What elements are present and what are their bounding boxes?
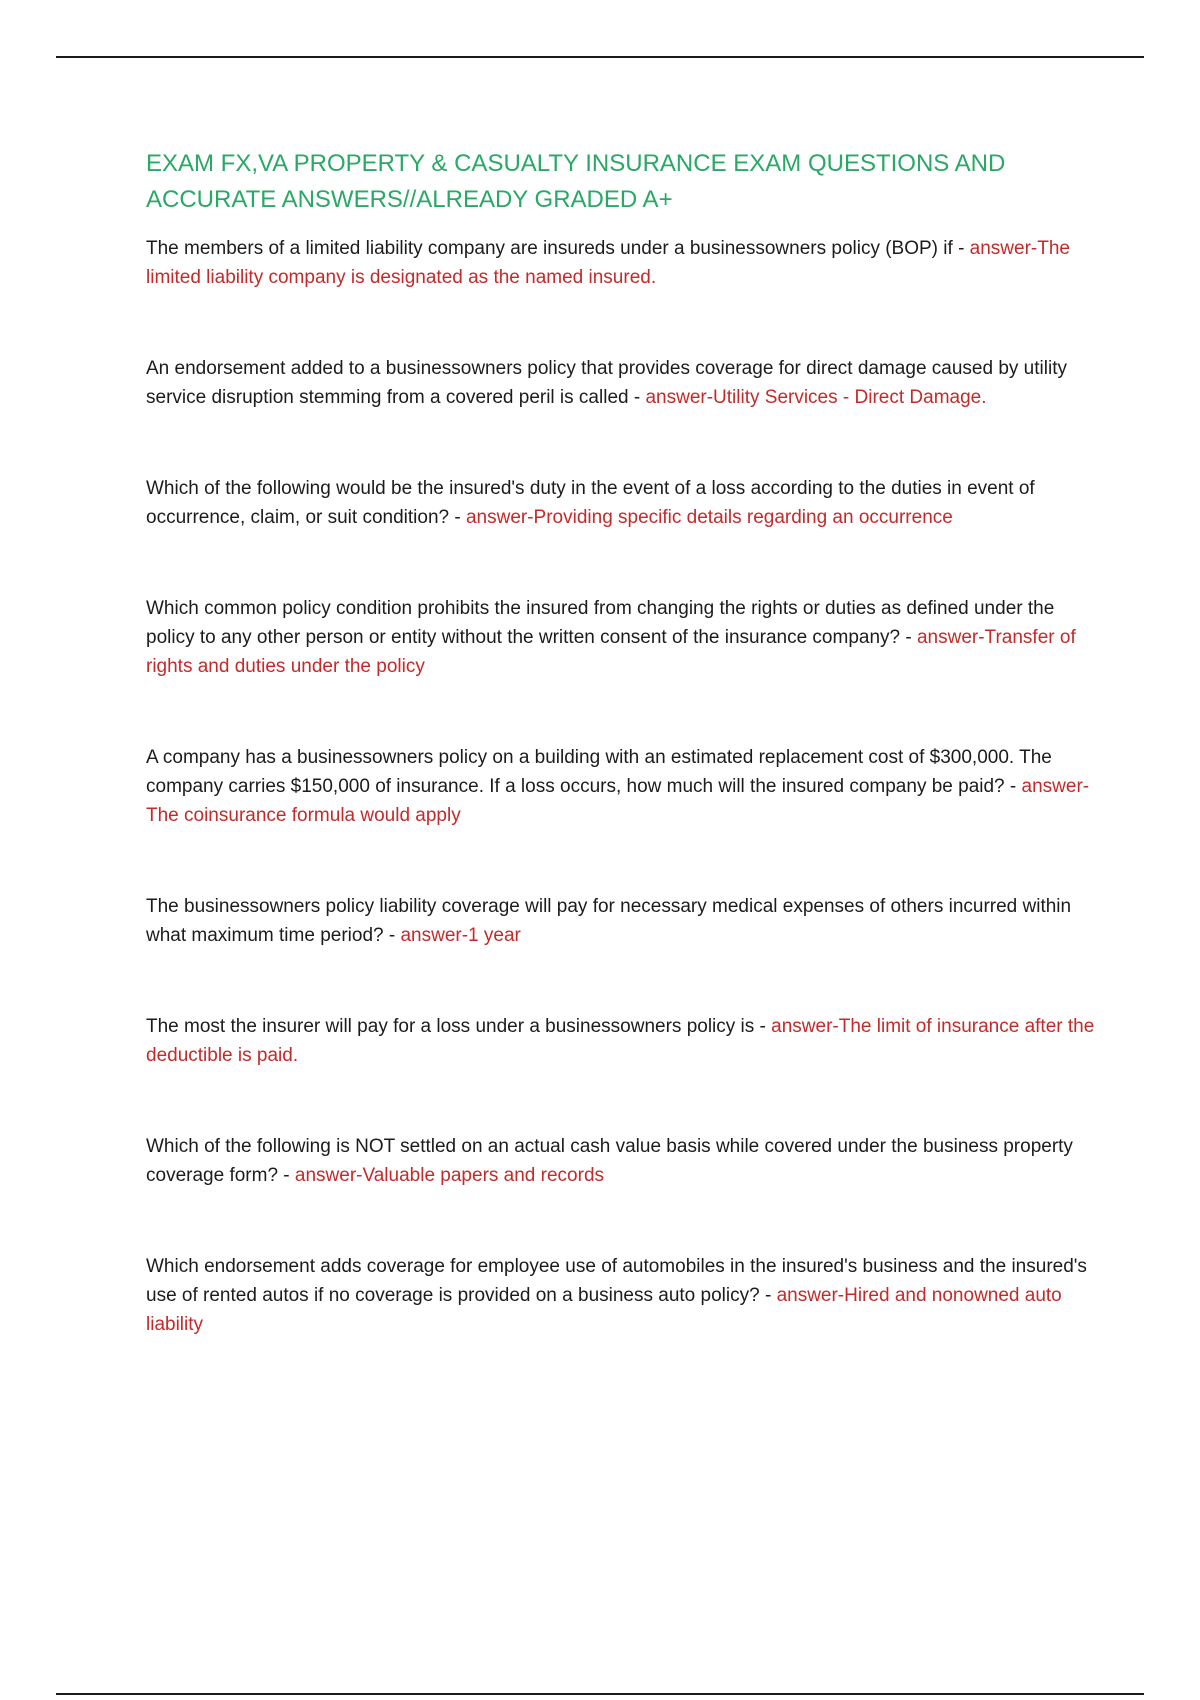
question-text: An endorsement added to a businessowners policy that provides coverage for direct damage caused by utility service disruption stemming from a covered peril is called -: [146, 358, 1067, 408]
document-title: EXAM FX,VA PROPERTY & CASUALTY INSURANCE EXAM QUESTIONS AND ACCURATE ANSWERS//ALREADY GRADED A+: [146, 150, 1006, 213]
answer-text: answer-The limit of insurance after the deductible is paid.: [146, 1016, 1095, 1066]
qa-item-4: [146, 594, 1096, 681]
qa-item-9: [146, 1252, 1096, 1339]
question-text: The businessowners policy liability coverage will pay for necessary medical expenses of others incurred within what maximum time period? -: [146, 896, 1072, 946]
answer-text: answer-1 year: [400, 925, 521, 946]
question-text: Which common policy condition prohibits the insured from changing the rights or duties as defined under the policy to any other person or entity without the written consent of the insurance company? -: [146, 598, 1055, 648]
answer-text: answer-Valuable papers and records: [294, 1165, 605, 1186]
qa-item-6: [146, 892, 1096, 950]
qa-item-1: [146, 234, 1096, 292]
top-rule: [56, 56, 1144, 58]
document-body: [146, 146, 1096, 1339]
question-text: Which of the following is NOT settled on an actual cash value basis while covered under the business property coverage form? -: [146, 1136, 1073, 1186]
answer-text: answer-The limited liability company is designated as the named insured.: [146, 238, 1070, 288]
qa-item-7: [146, 1012, 1096, 1070]
answer-text: answer-The coinsurance formula would apply: [146, 776, 1090, 826]
qa-item-2: [146, 354, 1096, 412]
question-text: A company has a businessowners policy on a building with an estimated replacement cost of $300,000. The company carries $150,000 of insurance. If a loss occurs, how much will the insured company be paid? -: [146, 747, 1052, 797]
qa-item-5: [146, 743, 1096, 830]
bottom-rule: [56, 1693, 1144, 1695]
question-text: The most the insurer will pay for a loss under a businessowners policy is -: [146, 1016, 772, 1037]
question-text: Which endorsement adds coverage for employee use of automobiles in the insured's business and the insured's use of rented autos if no coverage is provided on a business auto policy? -: [146, 1256, 1087, 1306]
qa-item-3: [146, 474, 1096, 532]
question-text: The members of a limited liability company are insureds under a businessowners policy (BOP) if -: [146, 238, 970, 259]
answer-text: answer-Transfer of rights and duties under the policy: [146, 627, 1076, 677]
answer-text: answer-Providing specific details regarding an occurrence: [465, 507, 953, 528]
qa-item-8: [146, 1132, 1096, 1190]
question-text: Which of the following would be the insured's duty in the event of a loss according to the duties in event of occurrence, claim, or suit condition? -: [146, 478, 1035, 528]
answer-text: answer-Utility Services - Direct Damage.: [645, 387, 987, 408]
answer-text: answer-Hired and nonowned auto liability: [146, 1285, 1062, 1335]
